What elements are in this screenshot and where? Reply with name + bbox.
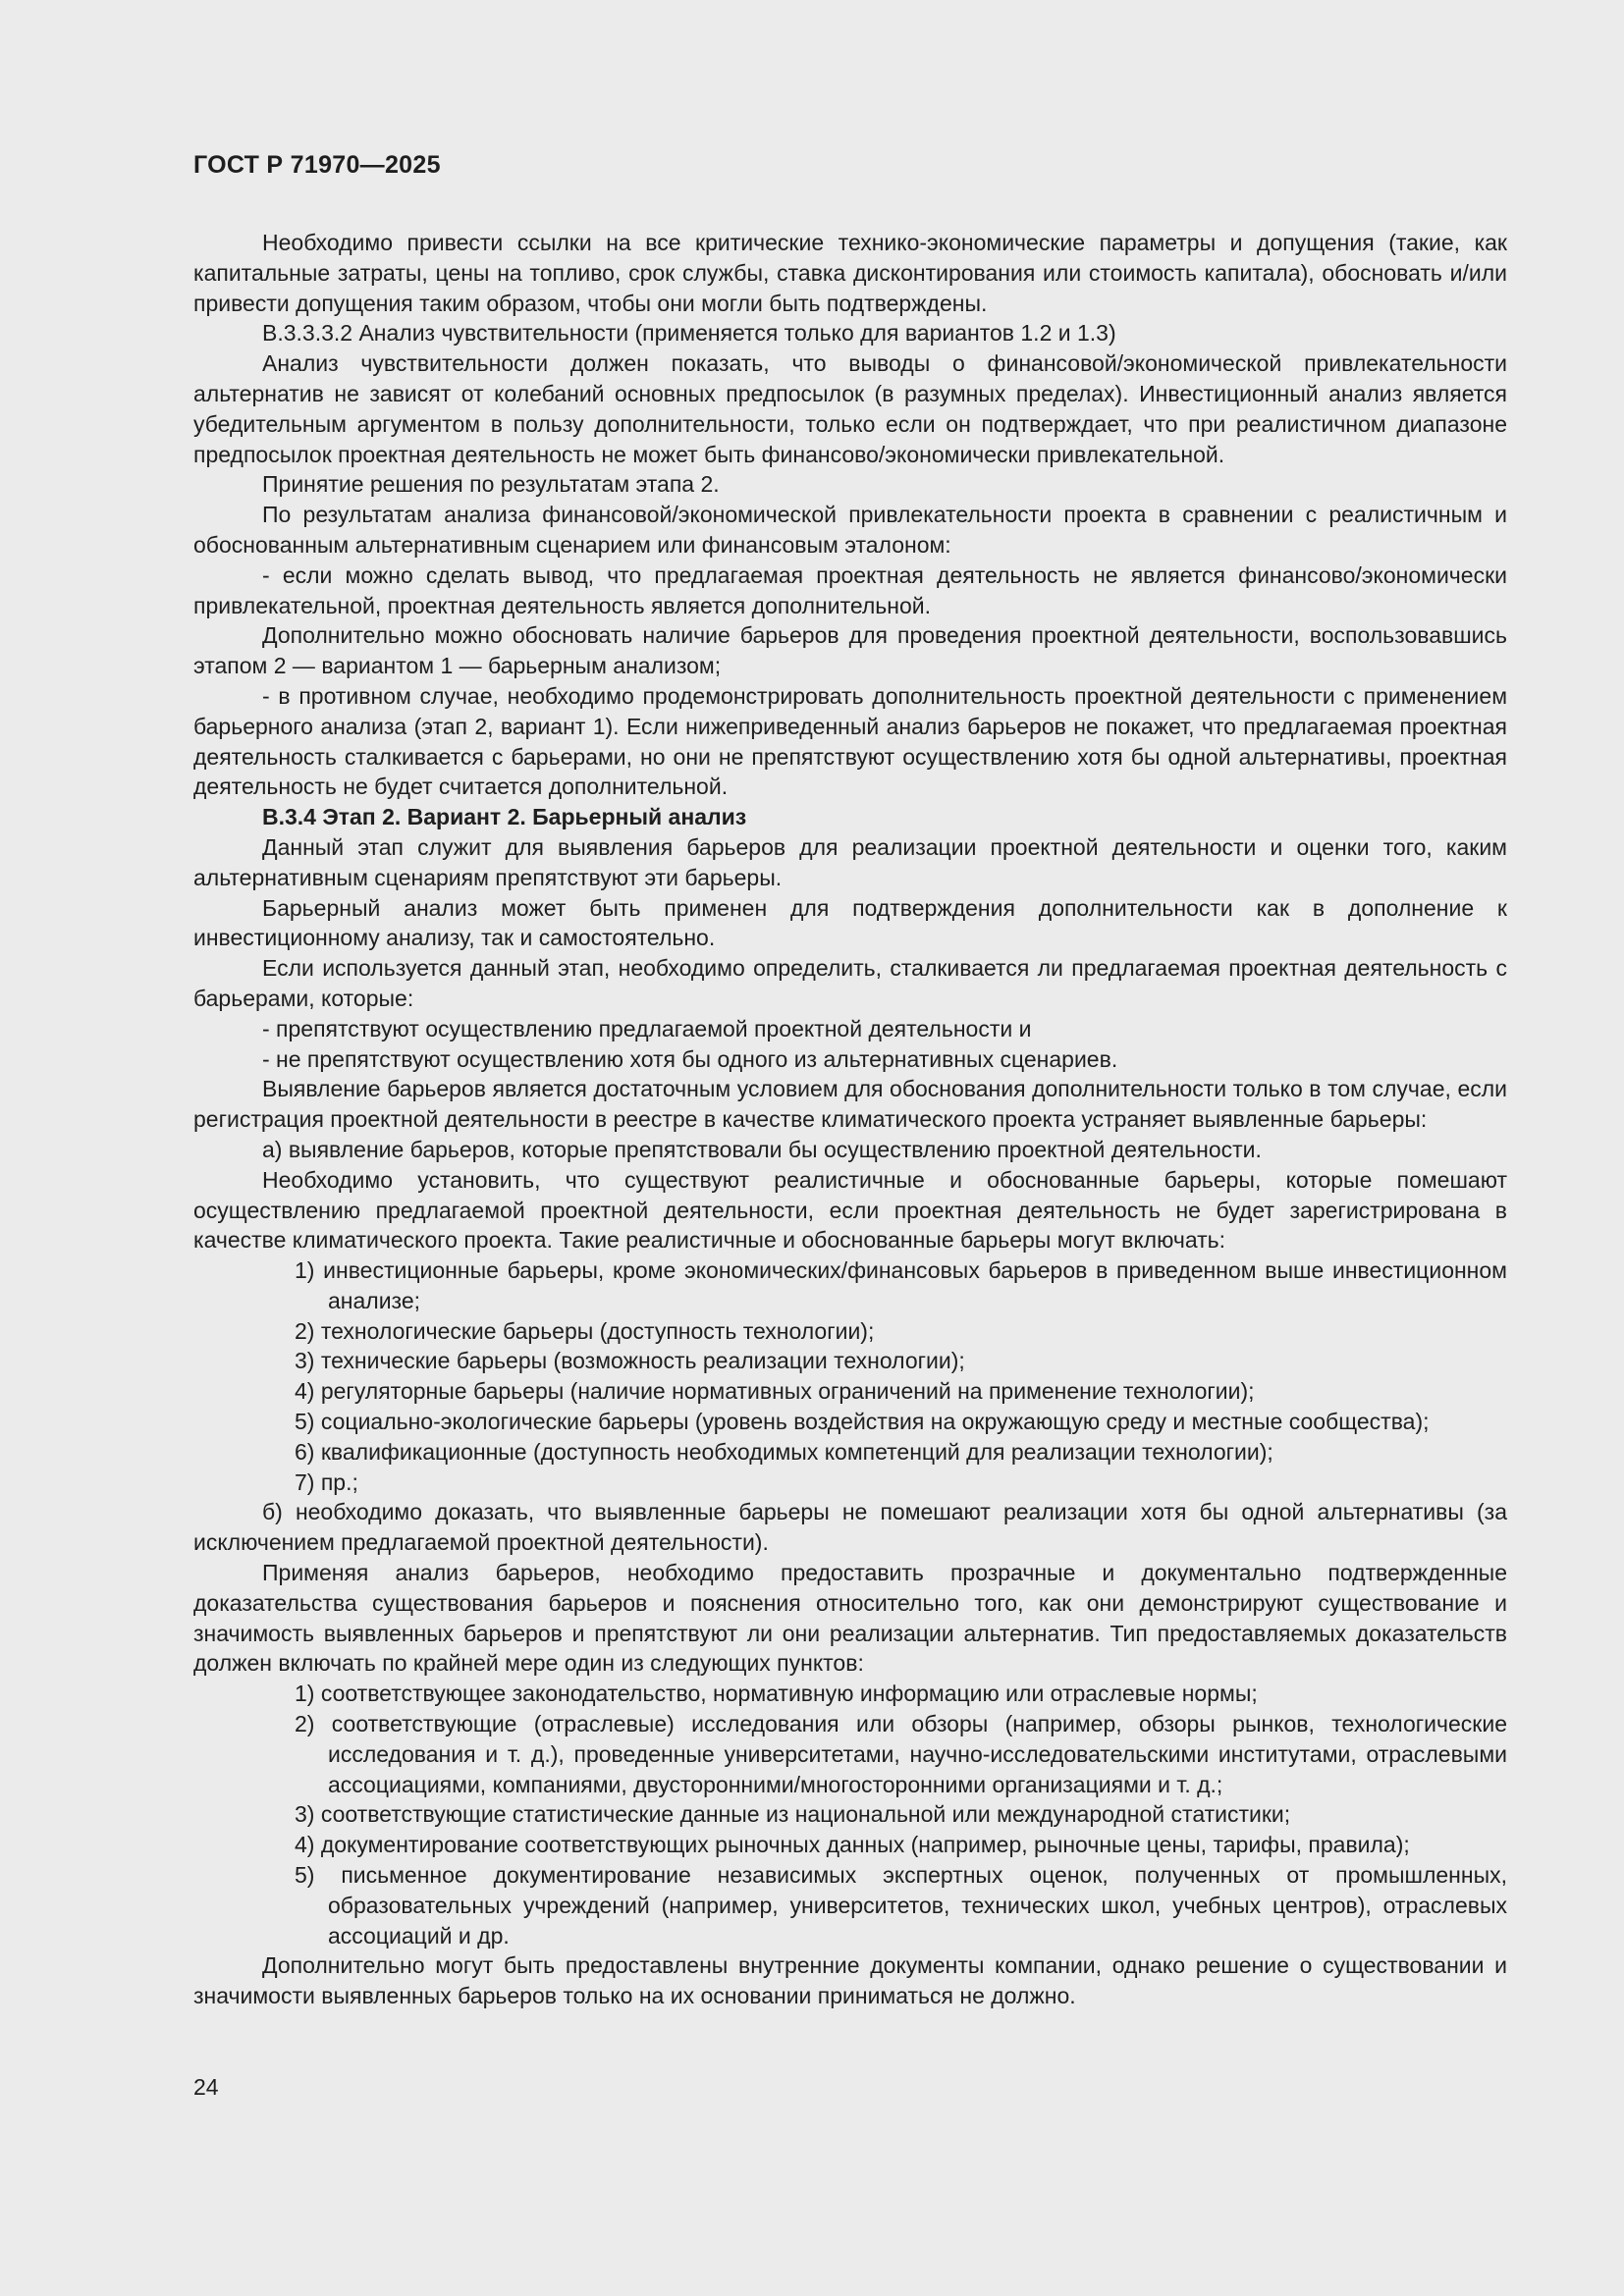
numbered-list-item: 1) инвестиционные барьеры, кроме экономических/финансовых барьеров в приведенном выше инвестиционном анализе; <box>295 1257 1507 1313</box>
subsection-heading: В.3.3.3.2 Анализ чувствительности (применяется только для вариантов 1.2 и 1.3) <box>262 320 1116 347</box>
lettered-item: б) необходимо доказать, что выявленные барьеры не помешают реализации хотя бы одной альтернативы (за исключением предлагаемой проектной деятельности). <box>193 1499 1507 1556</box>
document-body <box>193 228 1507 2011</box>
numbered-list-item: 5) письменное документирование независимых экспертных оценок, полученных от промышленных, образовательных учреждений (например, университетов, технических школ, учебных центров), отраслевых ассоциаций и др. <box>295 1862 1507 1949</box>
numbered-list-item: 2) технологические барьеры (доступность технологии); <box>295 1317 875 1344</box>
document-header: ГОСТ Р 71970—2025 <box>193 151 441 179</box>
numbered-list-item: 3) соответствующие статистические данные из национальной или международной статистики; <box>295 1801 1291 1828</box>
paragraph: Необходимо установить, что существуют реалистичные и обоснованные барьеры, которые помешают осуществлению предлагаемой проектной деятельности, если проектная деятельность не будет зарегистрирована в качестве климатического проекта. Такие реалистичные и обоснованные барьеры могут включать: <box>193 1166 1507 1254</box>
paragraph: Принятие решения по результатам этапа 2. <box>262 471 720 498</box>
paragraph: Применяя анализ барьеров, необходимо предоставить прозрачные и документально подтвержденные доказательства существования барьеров и пояснения относительно того, как они демонстрируют существование и значимость выявленных барьеров и препятствуют ли они реализации альтернатив. Тип предоставляемых доказательств должен включать по крайней мере один из следующих пунктов: <box>193 1560 1507 1677</box>
numbered-list-item: 1) соответствующее законодательство, нормативную информацию или отраслевые нормы; <box>295 1681 1258 1707</box>
paragraph: Анализ чувствительности должен показать, что выводы о финансовой/экономической привлекательности альтернатив не зависят от колебаний основных предпосылок (в разумных пределах). Инвестиционный анализ является убедительным аргументом в пользу дополнительности, только если он подтверждает, что при реалистичном диапазоне предпосылок проектная деятельность не может быть финансово/экономически привлекательной. <box>193 350 1507 467</box>
section-heading: В.3.4 Этап 2. Вариант 2. Барьерный анализ <box>262 804 747 830</box>
numbered-list-item: 6) квалификационные (доступность необходимых компетенций для реализации технологии); <box>295 1438 1273 1465</box>
numbered-list-item: 7) пр.; <box>295 1468 358 1495</box>
dash-list-item: - не препятствуют осуществлению хотя бы одного из альтернативных сценариев. <box>262 1045 1118 1072</box>
numbered-list-item: 4) регуляторные барьеры (наличие нормативных ограничений на применение технологии); <box>295 1378 1255 1405</box>
numbered-list-item: 2) соответствующие (отраслевые) исследования или обзоры (например, обзоры рынков, технологические исследования и т. д.), проведенные университетами, научно-исследовательскими институтами, отраслевыми ассоциациями, компаниями, двусторонними/многосторонними организациями и т. д.; <box>295 1711 1507 1797</box>
paragraph: Барьерный анализ может быть применен для подтверждения дополнительности как в дополнение к инвестиционному анализу, так и самостоятельно. <box>193 894 1507 951</box>
dash-list-item: - в противном случае, необходимо продемонстрировать дополнительность проектной деятельности с применением барьерного анализа (этап 2, вариант 1). Если нижеприведенный анализ барьеров не покажет, что предлагаемая проектная деятельность сталкивается с барьерами, но они не препятствуют осуществлению хотя бы одной альтернативы, проектная деятельность не будет считается дополнительной. <box>193 682 1507 800</box>
lettered-item: а) выявление барьеров, которые препятствовали бы осуществлению проектной деятельности. <box>262 1136 1262 1162</box>
paragraph: Выявление барьеров является достаточным условием для обоснования дополнительности только в том случае, если регистрация проектной деятельности в реестре в качестве климатического проекта устраняет выявленные барьеры: <box>193 1076 1507 1133</box>
paragraph: По результатам анализа финансовой/экономической привлекательности проекта в сравнении с реалистичным и обоснованным альтернативным сценарием или финансовым эталоном: <box>193 502 1507 558</box>
document-page <box>193 147 1507 2268</box>
dash-list-item: - препятствуют осуществлению предлагаемой проектной деятельности и <box>262 1015 1032 1041</box>
paragraph: Дополнительно можно обосновать наличие барьеров для проведения проектной деятельности, воспользовавшись этапом 2 — вариантом 1 — барьерным анализом; <box>193 622 1507 679</box>
paragraph: Если используется данный этап, необходимо определить, сталкивается ли предлагаемая проектная деятельность с барьерами, которые: <box>193 955 1507 1011</box>
paragraph: Дополнительно могут быть предоставлены внутренние документы компании, однако решение о существовании и значимости выявленных барьеров только на их основании приниматься не должно. <box>193 1952 1507 2009</box>
page-number: 24 <box>193 2074 219 2100</box>
paragraph: Необходимо привести ссылки на все критические технико-экономические параметры и допущения (такие, как капитальные затраты, цены на топливо, срок службы, ставка дисконтирования или стоимость капитала), обосновать и/или привести допущения таким образом, чтобы они могли быть подтверждены. <box>193 230 1507 316</box>
dash-list-item: - если можно сделать вывод, что предлагаемая проектная деятельность не является финансово/экономически привлекательной, проектная деятельность является дополнительной. <box>193 561 1507 618</box>
numbered-list-item: 4) документирование соответствующих рыночных данных (например, рыночные цены, тарифы, правила); <box>295 1832 1410 1858</box>
numbered-list-item: 5) социально-экологические барьеры (уровень воздействия на окружающую среду и местные сообщества); <box>295 1409 1430 1435</box>
numbered-list-item: 3) технические барьеры (возможность реализации технологии); <box>295 1348 965 1374</box>
paragraph: Данный этап служит для выявления барьеров для реализации проектной деятельности и оценки того, каким альтернативным сценариям препятствуют эти барьеры. <box>193 833 1507 890</box>
